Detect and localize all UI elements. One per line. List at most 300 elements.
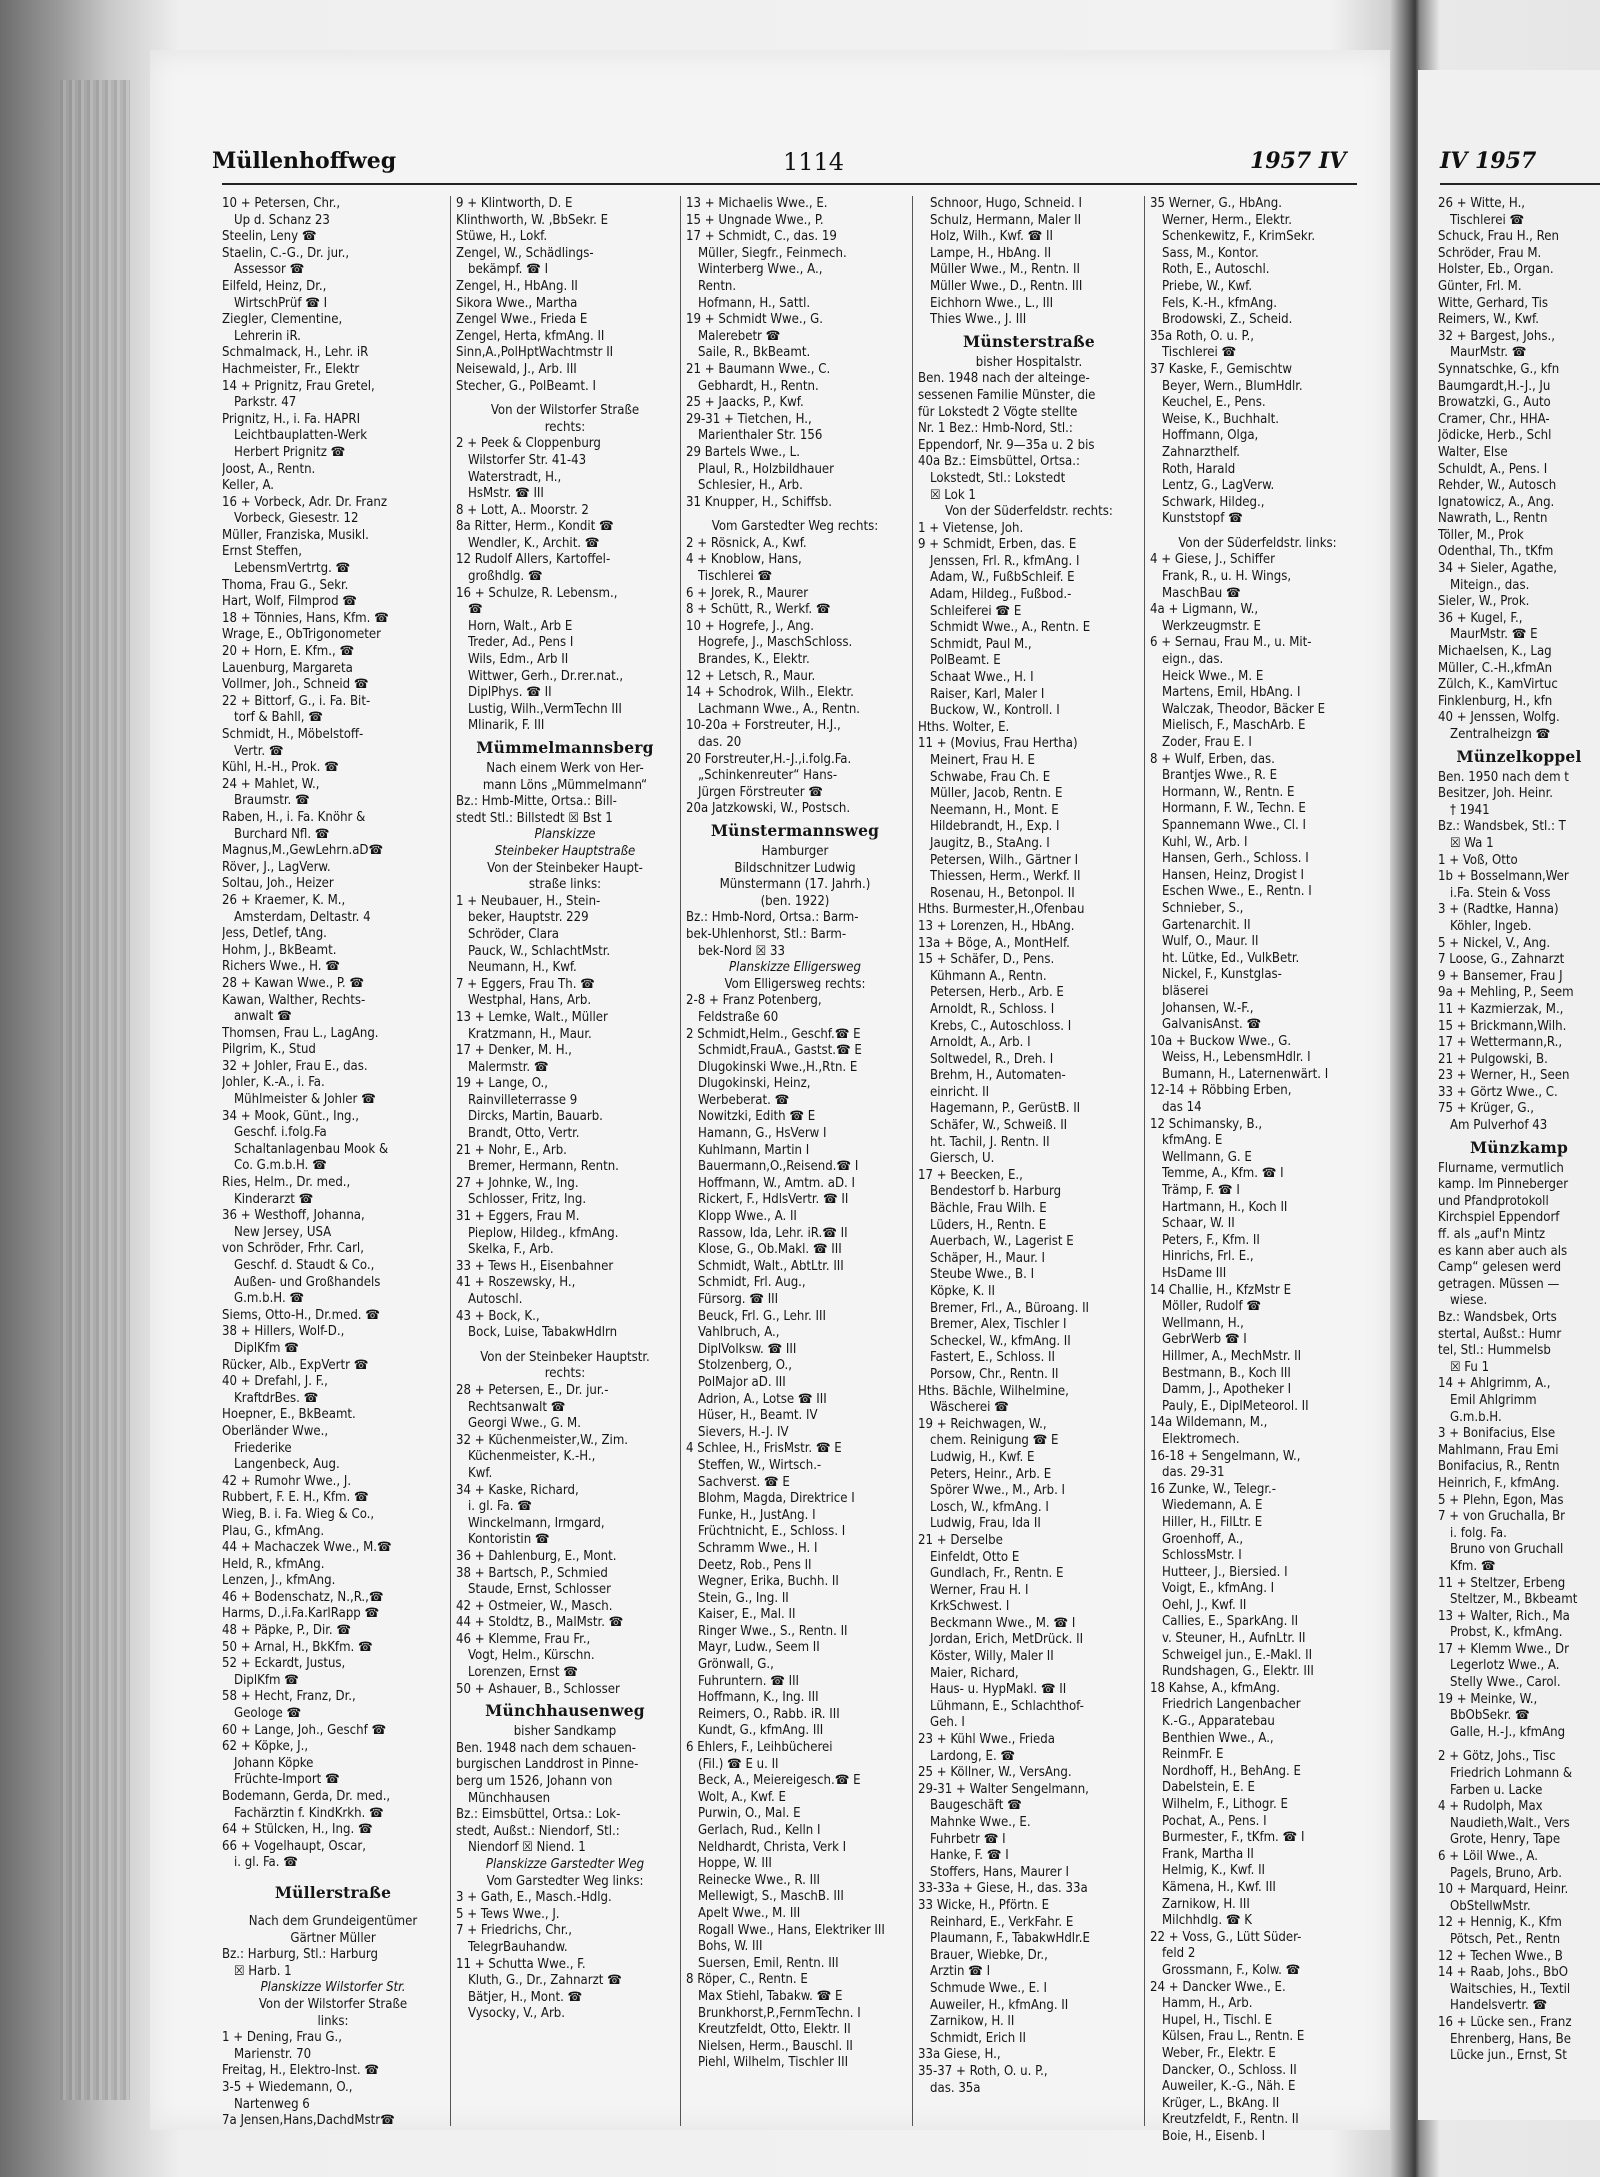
address-entry: Magnus,M.,GewLehrn.aD☎ — [222, 843, 384, 859]
resident-entry: Nordhoff, H., BehAng. E — [1162, 1763, 1301, 1779]
address-entry: 12 Schimansky, B., — [1150, 1116, 1263, 1132]
address-entry: Walter, Else — [1438, 444, 1508, 460]
resident-entry: LebensmVertrtg. ☎ — [234, 561, 351, 577]
resident-entry: Max Stiehl, Tabakw. ☎ E — [698, 1988, 843, 2004]
resident-entry: Piehl, Wilhelm, Tischler III — [698, 2055, 849, 2071]
address-entry: Holster, Eb., Organ. — [1438, 262, 1554, 278]
resident-entry: einricht. II — [930, 1084, 990, 1100]
street-note: rechts: — [544, 419, 586, 435]
resident-entry: Benthien Wwe., A., — [1162, 1730, 1274, 1746]
resident-entry: das 14 — [1162, 1100, 1202, 1116]
resident-entry: Plaumann, F., TabakwHdlr.E — [930, 1931, 1090, 1947]
street-note: straße links: — [528, 877, 602, 893]
address-entry: 11 + Steltzer, Erbeng — [1438, 1575, 1566, 1591]
address-entry: Schuldt, A., Pens. I — [1438, 461, 1548, 477]
address-entry: 36 + Dahlenburg, E., Mont. — [456, 1548, 617, 1564]
resident-entry: Sass, M., Kontor. — [1162, 245, 1259, 261]
address-entry: Rubbert, F. E. H., Kfm. ☎ — [222, 1490, 369, 1506]
street-note: Gärtner Müller — [290, 1930, 376, 1946]
resident-entry: Vertr. ☎ — [234, 743, 284, 759]
resident-entry: Fuhruntern. ☎ III — [698, 1673, 800, 1689]
resident-entry: Up d. Schanz 23 — [234, 212, 330, 228]
address-entry: Held, R., kfmAng. — [222, 1556, 325, 1572]
street-note: bisher Hospitalstr. — [975, 354, 1083, 370]
address-entry: Keller, A. — [222, 478, 275, 494]
address-entry: 4 Schlee, H., FrisMstr. ☎ E — [686, 1441, 842, 1457]
address-entry: Schröder, Frau M. — [1438, 245, 1542, 261]
address-entry: Jess, Detlef, tAng. — [222, 926, 327, 942]
resident-entry: Brodowski, Z., Scheid. — [1162, 312, 1293, 328]
resident-entry: Köster, Willy, Maler II — [930, 1649, 1054, 1665]
resident-entry: Meinert, Frau H. E — [930, 753, 1035, 768]
resident-entry: Schmidt,FrauA., Gastst.☎ E — [698, 1043, 862, 1059]
resident-entry: Mlinarik, F. III — [468, 718, 545, 734]
address-entry: 31 + Eggers, Frau M. — [456, 1209, 580, 1225]
resident-entry: Auweiler, K.-G., Näh. E — [1162, 2079, 1296, 2095]
resident-entry: Schaar, W. II — [1162, 1216, 1235, 1232]
resident-entry: Keuchel, E., Pens. — [1162, 395, 1266, 411]
address-entry: und Pfandprotokoll — [1438, 1193, 1549, 1209]
address-entry: 13 + Lemke, Walt., Müller — [456, 1009, 608, 1025]
resident-entry: Tischlerei ☎ — [1162, 345, 1237, 361]
address-entry: 14 + Ahlgrimm, A., — [1438, 1376, 1551, 1392]
address-entry: 22 + Bittorf, G., i. Fa. Bit- — [222, 693, 371, 709]
resident-entry: Arnoldt, A., Arb. I — [930, 1035, 1031, 1051]
street-note: Nach einem Werk von Her- — [486, 761, 644, 776]
resident-entry: Raiser, Karl, Maler I — [930, 686, 1045, 702]
resident-entry: Marienthaler Str. 156 — [698, 428, 823, 444]
resident-entry: Hagemann, P., GerüstB. II — [930, 1101, 1081, 1117]
resident-entry: Rickert, F., HdlsVertr. ☎ II — [698, 1192, 849, 1208]
resident-entry: Boie, H., Eisenb. I — [1162, 2128, 1266, 2144]
address-entry: 75 + Krüger, G., — [1438, 1101, 1535, 1117]
resident-entry: GalvanisAnst. ☎ — [1162, 1017, 1262, 1033]
address-entry: 1 + Vietense, Joh. — [918, 520, 1024, 536]
resident-entry: Naudieth,Walt., Vers — [1450, 1815, 1570, 1831]
address-entry: tel, Stl.: Hummelsb — [1438, 1343, 1551, 1359]
address-entry: Witte, Gerhard, Tis — [1438, 295, 1549, 311]
resident-entry: Beckmann Wwe., M. ☎ I — [930, 1615, 1076, 1631]
address-entry: 22 + Voss, G., Lütt Süder- — [1150, 1929, 1302, 1945]
address-entry: von Schröder, Frhr. Carl, — [222, 1241, 364, 1257]
resident-entry: Wellmann, H., — [1162, 1315, 1244, 1331]
address-entry: Bz.: Harburg, Stl.: Harburg — [222, 1947, 378, 1963]
resident-entry: Lentz, G., LagVerw. — [1162, 478, 1275, 494]
resident-entry: Burmester, F., tKfm. ☎ I — [1162, 1830, 1305, 1846]
address-entry: 60 + Lange, Joh., Geschf ☎ — [222, 1722, 387, 1738]
address-entry: 34 + Sieler, Agathe, — [1438, 561, 1558, 577]
resident-entry: MaurMstr. ☎ — [1450, 345, 1527, 361]
resident-entry: Walczak, Theodor, Bäcker E — [1162, 701, 1326, 717]
resident-entry: Hofmann, H., Sattl. — [698, 295, 811, 311]
resident-entry: Hartmann, H., Koch II — [1162, 1199, 1288, 1215]
resident-entry: Holz, Wilh., Kwf. ☎ II — [930, 229, 1053, 245]
resident-entry: Schmidt Wwe., A., Rentn. E — [930, 620, 1091, 636]
resident-entry: Hinrichs, Frl. E., — [1162, 1249, 1254, 1265]
resident-entry: Hanke, F. ☎ I — [930, 1848, 1009, 1864]
resident-entry: Ehrenberg, Hans, Be — [1450, 2031, 1571, 2047]
resident-entry: Grönwall, G., — [698, 1657, 774, 1673]
address-entry: 48 + Päpke, P., Dir. ☎ — [222, 1623, 352, 1639]
address-entry: Freitag, H., Elektro-Inst. ☎ — [222, 2063, 380, 2079]
resident-entry: Winterberg Wwe., A., — [698, 262, 823, 278]
column-divider — [450, 196, 451, 2126]
resident-entry: das. 29-31 — [1162, 1465, 1225, 1481]
resident-entry: Hormann, W., Rentn. E — [1162, 784, 1295, 800]
resident-entry: Schmidt, Walt., AbtLtr. III — [698, 1258, 844, 1274]
resident-entry: Wäscherei ☎ — [930, 1400, 1009, 1416]
resident-entry: Vogt, Helm., Kürschn. — [468, 1648, 595, 1664]
address-entry: Vollmer, Joh., Schneid ☎ — [222, 677, 369, 693]
resident-entry: Vysocky, V., Arb. — [468, 2006, 565, 2022]
address-entry: Sinn,A.,PolHptWachtmstr II — [456, 345, 614, 361]
address-entry: Raben, H., i. Fa. Knöhr & — [222, 809, 366, 825]
resident-entry: Bauermann,O.,Reisend.☎ I — [698, 1159, 859, 1175]
address-entry: 21 + Nohr, E., Arb. — [456, 1142, 567, 1158]
resident-entry: G.m.b.H. — [1450, 1409, 1502, 1425]
resident-entry: beker, Hauptstr. 229 — [468, 910, 589, 926]
address-entry: sessenen Familie Münster, die — [918, 387, 1096, 403]
address-entry: Hths. Wolter, E. — [918, 719, 1010, 735]
resident-entry: Blohm, Magda, Direktrice I — [698, 1491, 855, 1507]
directory-column-6 — [1438, 196, 1600, 2156]
directory-column-3 — [686, 196, 904, 2156]
resident-entry: Hansen, Heinz, Drogist I — [1162, 867, 1304, 883]
address-entry: 10-20a + Forstreuter, H.J., — [686, 718, 841, 734]
resident-entry: Deetz, Rob., Pens II — [698, 1557, 812, 1573]
resident-entry: Malerebetr ☎ — [698, 328, 781, 344]
resident-entry: Auweiler, H., kfmAng. II — [930, 1997, 1069, 2013]
resident-entry: Herbert Prignitz ☎ — [234, 444, 346, 460]
resident-entry: Weber, Fr., Elektr. E — [1162, 2045, 1276, 2061]
resident-entry: Früchtnicht, E., Schloss. I — [698, 1524, 846, 1540]
resident-entry: Gebhardt, H., Rentn. — [698, 378, 819, 394]
address-entry: 1 + Voß, Otto — [1438, 852, 1518, 868]
address-entry: Bz.: Eimsbüttel, Ortsa.: Lok- — [456, 1807, 621, 1823]
address-entry: Thomsen, Frau L., LagAng. — [222, 1025, 379, 1041]
address-entry: 17 + Beecken, E., — [918, 1167, 1023, 1183]
address-entry: 12-14 + Röbbing Erben, — [1150, 1083, 1292, 1099]
resident-entry: Mellewigt, S., MaschB. III — [698, 1889, 844, 1905]
street-note: Von der Wilstorfer Straße — [490, 403, 640, 419]
address-entry: 46 + Bodenschatz, N.,R.,☎ — [222, 1589, 384, 1605]
resident-entry: Neumann, H., Kwf. — [468, 960, 577, 976]
resident-entry: Westphal, Hans, Arb. — [468, 993, 592, 1009]
address-entry: Eilfeld, Heinz, Dr., — [222, 278, 327, 294]
address-entry: 9a + Mehling, P., Seem — [1438, 985, 1574, 1001]
resident-entry: Rainvilleterrasse 9 — [468, 1092, 578, 1108]
resident-entry: Niendorf ☒ Niend. 1 — [468, 1840, 586, 1856]
resident-entry: Zentralheizgn ☎ — [1450, 727, 1551, 742]
resident-entry: ObStellwMstr. — [1450, 1898, 1531, 1914]
address-entry: 11 + Kazmierzak, M., — [1438, 1001, 1564, 1017]
spacer — [1438, 1741, 1600, 1749]
street-note: Von der Süderfeldstr. rechts: — [945, 504, 1113, 520]
resident-entry: Fels, K.-H., kfmAng. — [1162, 295, 1277, 311]
map-reference: Planskizze Wilstorfer Str. — [260, 1980, 406, 1996]
resident-entry: Mielisch, F., MaschArb. E — [1162, 718, 1306, 734]
address-entry: 33 + Tews H., Eisenbahner — [456, 1258, 614, 1274]
address-entry: Bz.: Hmb-Nord, Ortsa.: Barm- — [686, 910, 859, 926]
address-entry: Bodemann, Gerda, Dr. med., — [222, 1789, 391, 1804]
resident-entry: Krebs, C., Autoschloss. I — [930, 1018, 1072, 1034]
address-entry: 14a Wildemann, M., — [1150, 1415, 1268, 1431]
resident-entry: Brandt, Otto, Vertr. — [468, 1126, 580, 1142]
address-entry: berg um 1526, Johann von — [456, 1774, 613, 1790]
resident-entry: Hüser, H., Beamt. IV — [698, 1408, 818, 1424]
resident-entry: Hoffmann, K., Ing. III — [698, 1690, 819, 1706]
address-entry: Odenthal, Th., tKfm — [1438, 544, 1554, 560]
resident-entry: Kfm. ☎ — [1450, 1558, 1496, 1574]
address-entry: 21 + Pulgowski, B. — [1438, 1051, 1548, 1067]
address-entry: 1b + Bosselmann,Wer — [1438, 869, 1569, 885]
address-entry: Michaelsen, K., Lag — [1438, 644, 1552, 660]
address-entry: 33a Giese, H., — [918, 2047, 1001, 2063]
directory-column-1 — [222, 196, 444, 2156]
address-entry: ff. als „auf'n Mintz — [1438, 1227, 1546, 1243]
resident-entry: Funke, H., JustAng. I — [698, 1507, 816, 1523]
resident-entry: Müller Wwe., M., Rentn. II — [930, 262, 1080, 278]
resident-entry: PolMajor aD. III — [698, 1374, 786, 1390]
resident-entry: Werner, Frau H. I — [930, 1582, 1029, 1598]
address-entry: 66 + Vogelhaupt, Oscar, — [222, 1838, 366, 1854]
resident-entry: Wulf, O., Maur. II — [1162, 934, 1259, 950]
resident-entry: Hansen, Gerh., Schloss. I — [1162, 851, 1309, 867]
address-entry: Prignitz, H., i. Fa. HAPRI — [222, 411, 361, 427]
resident-entry: anwalt ☎ — [234, 1009, 292, 1025]
address-entry: 1 + Dening, Frau G., — [222, 2030, 343, 2046]
resident-entry: Dlugokinski Wwe.,H.,Rtn. E — [698, 1059, 858, 1075]
resident-entry: Pochat, A., Pens. I — [1162, 1813, 1267, 1829]
resident-entry: Adam, Hildeg., Fußbod.- — [930, 587, 1072, 603]
address-entry: Sieler, W., Prok. — [1438, 594, 1530, 610]
address-entry: Hoepner, E., BkBeamt. — [222, 1407, 356, 1423]
resident-entry: Saile, R., BkBeamt. — [698, 345, 811, 361]
address-entry: Töller, M., Prok — [1438, 527, 1524, 543]
address-entry: Hart, Wolf, Filmprod ☎ — [222, 594, 357, 610]
resident-entry: Rechtsanwalt ☎ — [468, 1399, 566, 1415]
address-entry: Jödicke, Herb., Schl — [1438, 428, 1552, 444]
resident-entry: Schwabe, Frau Ch. E — [930, 769, 1051, 785]
resident-entry: Werbeberat. ☎ — [698, 1092, 790, 1108]
resident-entry: Miteign., das. — [1450, 577, 1530, 593]
resident-entry: Grote, Henry, Tape — [1450, 1832, 1561, 1848]
address-entry: 32 + Küchenmeister,W., Zim. — [456, 1432, 629, 1448]
resident-entry: Kreutzfeldt, Otto, Elektr. II — [698, 2022, 851, 2038]
resident-entry: Giersch, U. — [930, 1151, 995, 1167]
resident-entry: HsDame III — [1162, 1266, 1227, 1281]
map-reference: Planskizze Elligersweg — [729, 960, 861, 976]
resident-entry: Nartenweg 6 — [234, 2096, 310, 2112]
resident-entry: Frank, R., u. H. Wings, — [1162, 569, 1292, 585]
resident-entry: Geschf. i.folg.Fa — [234, 1125, 327, 1141]
resident-entry: Schaltanlagenbau Mook & — [234, 1141, 389, 1157]
street-note: links: — [317, 2013, 349, 2029]
address-entry: 36 + Westhoff, Johanna, — [222, 1208, 365, 1224]
address-entry: 9 + Schmidt, Erben, das. E — [918, 537, 1077, 553]
address-entry: Kirchspiel Eppendorf — [1438, 1210, 1560, 1226]
address-entry: Thoma, Frau G., Sekr. — [222, 577, 349, 593]
resident-entry: Geologe ☎ — [234, 1706, 302, 1722]
resident-entry: Assessor ☎ — [234, 262, 305, 278]
address-entry: 35a Roth, O. u. P., — [1150, 328, 1255, 344]
resident-entry: MaschBau ☎ — [1162, 585, 1241, 601]
resident-entry: Johansen, W.-F., — [1162, 1000, 1254, 1016]
resident-entry: Werkzeugmstr. E — [1162, 618, 1261, 634]
resident-entry: Schröder, Clara — [468, 926, 560, 942]
address-entry: 10a + Buckow Wwe., G. — [1150, 1033, 1292, 1049]
resident-entry: feld 2 — [1162, 1946, 1196, 1962]
resident-entry: Geh. I — [930, 1715, 965, 1731]
address-entry: 24 + Dancker Wwe., E. — [1150, 1979, 1286, 1995]
address-entry: 43 + Bock, K., — [456, 1308, 540, 1324]
address-entry: 33-33a + Giese, H., das. 33a — [918, 1881, 1088, 1897]
address-entry: Siems, Otto-H., Dr.med. ☎ — [222, 1307, 380, 1323]
address-entry: 44 + Stoldtz, B., MalMstr. ☎ — [456, 1615, 624, 1631]
resident-entry: Arnoldt, R., Schloss. I — [930, 1001, 1055, 1017]
address-entry: Stecher, G., PolBeamt. I — [456, 378, 596, 394]
street-note: mann Löns „Mümmelmann“ — [482, 777, 648, 793]
address-entry: 19 + Meinke, W., — [1438, 1691, 1538, 1707]
address-entry: 38 + Bartsch, P., Schmied — [456, 1565, 608, 1581]
resident-entry: Wolt, A., Kwf. E — [698, 1789, 786, 1805]
address-entry: Klinthworth, W. ,BbSekr. E — [456, 212, 609, 228]
resident-entry: Fastert, E., Schloss. II — [930, 1350, 1055, 1366]
address-entry: Wrage, E., ObTrigonometer — [222, 627, 381, 643]
resident-entry: Petersen, Herb., Arb. E — [930, 985, 1064, 1001]
resident-entry: Spörer Wwe., M., Arb. I — [930, 1483, 1066, 1499]
resident-entry: Hupel, H., Tischl. E — [1162, 2012, 1273, 2028]
resident-entry: Rosenau, H., Betonpol. II — [930, 885, 1075, 901]
address-entry: Stüwe, H., Lokf. — [456, 229, 548, 245]
address-entry: 29-31 + Tietchen, H., — [686, 411, 812, 427]
street-heading: Münzelkoppel — [1456, 746, 1582, 766]
resident-entry: Marienstr. 70 — [234, 2046, 312, 2062]
resident-entry: Gundlach, Fr., Rentn. E — [930, 1566, 1064, 1582]
resident-entry: Brauer, Wiebke, Dr., — [930, 1947, 1048, 1963]
street-note: Bildschnitzer Ludwig — [734, 860, 856, 876]
column-divider — [912, 196, 913, 2126]
resident-entry: Lampe, H., HbAng. II — [930, 245, 1052, 261]
resident-entry: Schmidt, Frl. Aug., — [698, 1275, 806, 1291]
address-entry: Schuck, Frau H., Ren — [1438, 229, 1559, 245]
resident-entry: Lücke jun., Ernst, St — [1450, 2048, 1567, 2064]
address-entry: Lauenburg, Margareta — [222, 660, 353, 676]
spacer — [686, 511, 904, 519]
address-entry: 26 + Witte, H., — [1438, 196, 1526, 211]
address-entry: Müller, C.-H.,kfmAn — [1438, 660, 1553, 676]
address-entry: 14 + Raab, Johs., BbO — [1438, 1965, 1568, 1981]
resident-entry: Klose, G., Ob.Makl. ☎ III — [698, 1242, 842, 1258]
street-note: Vom Garstedter Weg rechts: — [711, 519, 879, 535]
address-entry: Bz.: Wandsbek, Stl.: T — [1438, 819, 1566, 835]
address-entry: 10 + Hogrefe, J., Ang. — [686, 618, 814, 634]
resident-entry: Bohs, W. III — [698, 1939, 763, 1955]
resident-entry: HsMstr. ☎ III — [468, 486, 544, 502]
address-entry: 44 + Machaczek Wwe., M.☎ — [222, 1540, 392, 1556]
address-entry: 32 + Bargest, Johs., — [1438, 328, 1555, 344]
resident-entry: Rentn. — [698, 278, 737, 294]
address-entry: 9 + Bansemer, Frau J — [1438, 968, 1563, 984]
address-entry: 13 + Walter, Rich., Ma — [1438, 1608, 1570, 1624]
address-entry: 12 + Letsch, R., Maur. — [686, 668, 816, 684]
street-heading: Müllerstraße — [274, 1882, 392, 1902]
resident-entry: Friederike — [234, 1440, 292, 1456]
resident-entry: Gerlach, Rud., Kelln I — [698, 1823, 821, 1838]
address-entry: Finklenburg, H., kfn — [1438, 693, 1553, 709]
resident-entry: Georgi Wwe., G. M. — [468, 1416, 581, 1432]
resident-entry: Feldstraße 60 — [698, 1009, 779, 1025]
address-entry: Hohm, J., BkBeamt. — [222, 942, 337, 958]
resident-entry: Geschf. d. Staudt & Co., — [234, 1258, 375, 1273]
resident-entry: Temme, A., Kfm. ☎ I — [1162, 1166, 1284, 1182]
address-entry: Eppendorf, Nr. 9—35a u. 2 bis — [918, 437, 1095, 453]
resident-entry: Burchard Nfl. ☎ — [234, 826, 330, 842]
resident-entry: Mayr, Ludw., Seem II — [698, 1640, 820, 1656]
resident-entry: i. gl. Fa. ☎ — [468, 1499, 532, 1515]
address-entry: Zengel, W., Schädlings- — [456, 245, 594, 261]
address-entry: 6 + Sernau, Frau M., u. Mit- — [1150, 635, 1312, 651]
address-entry: Harms, D.,i.Fa.KarlRapp ☎ — [222, 1606, 380, 1622]
resident-entry: Hormann, F. W., Techn. E — [1162, 801, 1306, 817]
resident-entry: Brunkhorst,P.,FernmTechn. I — [698, 2005, 861, 2021]
address-entry: Wieg, B. i. Fa. Wieg & Co., — [222, 1506, 375, 1522]
resident-entry: Horn, Walt., Arb E — [468, 618, 573, 634]
address-entry: Ignatowicz, A., Ang. — [1438, 494, 1555, 510]
resident-entry: i.Fa. Stein & Voss — [1450, 885, 1551, 901]
resident-entry: Lokstedt, Stl.: Lokstedt — [930, 470, 1066, 486]
resident-entry: Vorbeck, Giesestr. 12 — [234, 511, 359, 527]
resident-entry: Pötsch, Pet., Rentn — [1450, 1931, 1561, 1947]
resident-entry: Stoffers, Hans, Maurer I — [930, 1864, 1069, 1880]
address-entry: Reimers, W., Kwf. — [1438, 312, 1539, 328]
address-entry: Ben. 1950 nach dem t — [1438, 769, 1569, 785]
address-entry: Schmidt, H., Möbelstoff- — [222, 727, 364, 742]
address-entry: 31 Knupper, H., Schiffsb. — [686, 494, 832, 510]
resident-entry: Bock, Luise, TabakwHdlrn — [468, 1325, 618, 1341]
address-entry: 6 + Löil Wwe., A. — [1438, 1849, 1538, 1864]
address-entry: 29 Bartels Wwe., L. — [686, 444, 800, 460]
address-entry: Röver, J., LagVerw. — [222, 859, 331, 875]
address-entry: Zengel, H., HbAng. II — [456, 278, 578, 294]
resident-entry: Weise, K., Buchhalt. — [1162, 411, 1280, 427]
resident-entry: das. 20 — [698, 735, 742, 750]
resident-entry: (Fil.) ☎ E u. II — [698, 1756, 779, 1772]
resident-entry: Schulz, Hermann, Maler II — [930, 212, 1082, 228]
resident-entry: Küchenmeister, K.-H., — [468, 1449, 596, 1465]
street-note: Hamburger — [761, 843, 829, 859]
street-note: Nach dem Grundeigentümer — [248, 1913, 418, 1929]
resident-entry: MaurMstr. ☎ E — [1450, 627, 1538, 643]
resident-entry: Langenbeck, Aug. — [234, 1457, 340, 1473]
address-entry: 52 + Eckardt, Justus, — [222, 1656, 346, 1672]
address-entry: 24 + Mahlet, W., — [222, 776, 320, 792]
resident-entry: Kundt, G., kfmAng. III — [698, 1723, 824, 1739]
address-entry: Joost, A., Rentn. — [222, 461, 316, 477]
resident-entry: Bremer, Alex, Tischler I — [930, 1317, 1067, 1333]
resident-entry: Kratzmann, H., Maur. — [468, 1026, 592, 1042]
resident-entry: Schmidt, Paul M., — [930, 636, 1032, 652]
address-entry: 35-37 + Roth, O. u. P., — [918, 2063, 1048, 2079]
address-entry: Zülch, K., KamVirtuc — [1438, 677, 1558, 693]
address-entry: 7 + Friedrichs, Chr., — [456, 1923, 573, 1939]
address-entry: 21 + Derselbe — [918, 1532, 1003, 1548]
resident-entry: Münchhausen — [468, 1790, 551, 1806]
resident-entry: PolBeamt. E — [930, 653, 1001, 669]
resident-entry: Friedrich Langenbacher — [1162, 1697, 1301, 1713]
resident-entry: Johann Köpke — [234, 1755, 314, 1771]
resident-entry: Hutteer, J., Biersied. I — [1162, 1564, 1288, 1580]
